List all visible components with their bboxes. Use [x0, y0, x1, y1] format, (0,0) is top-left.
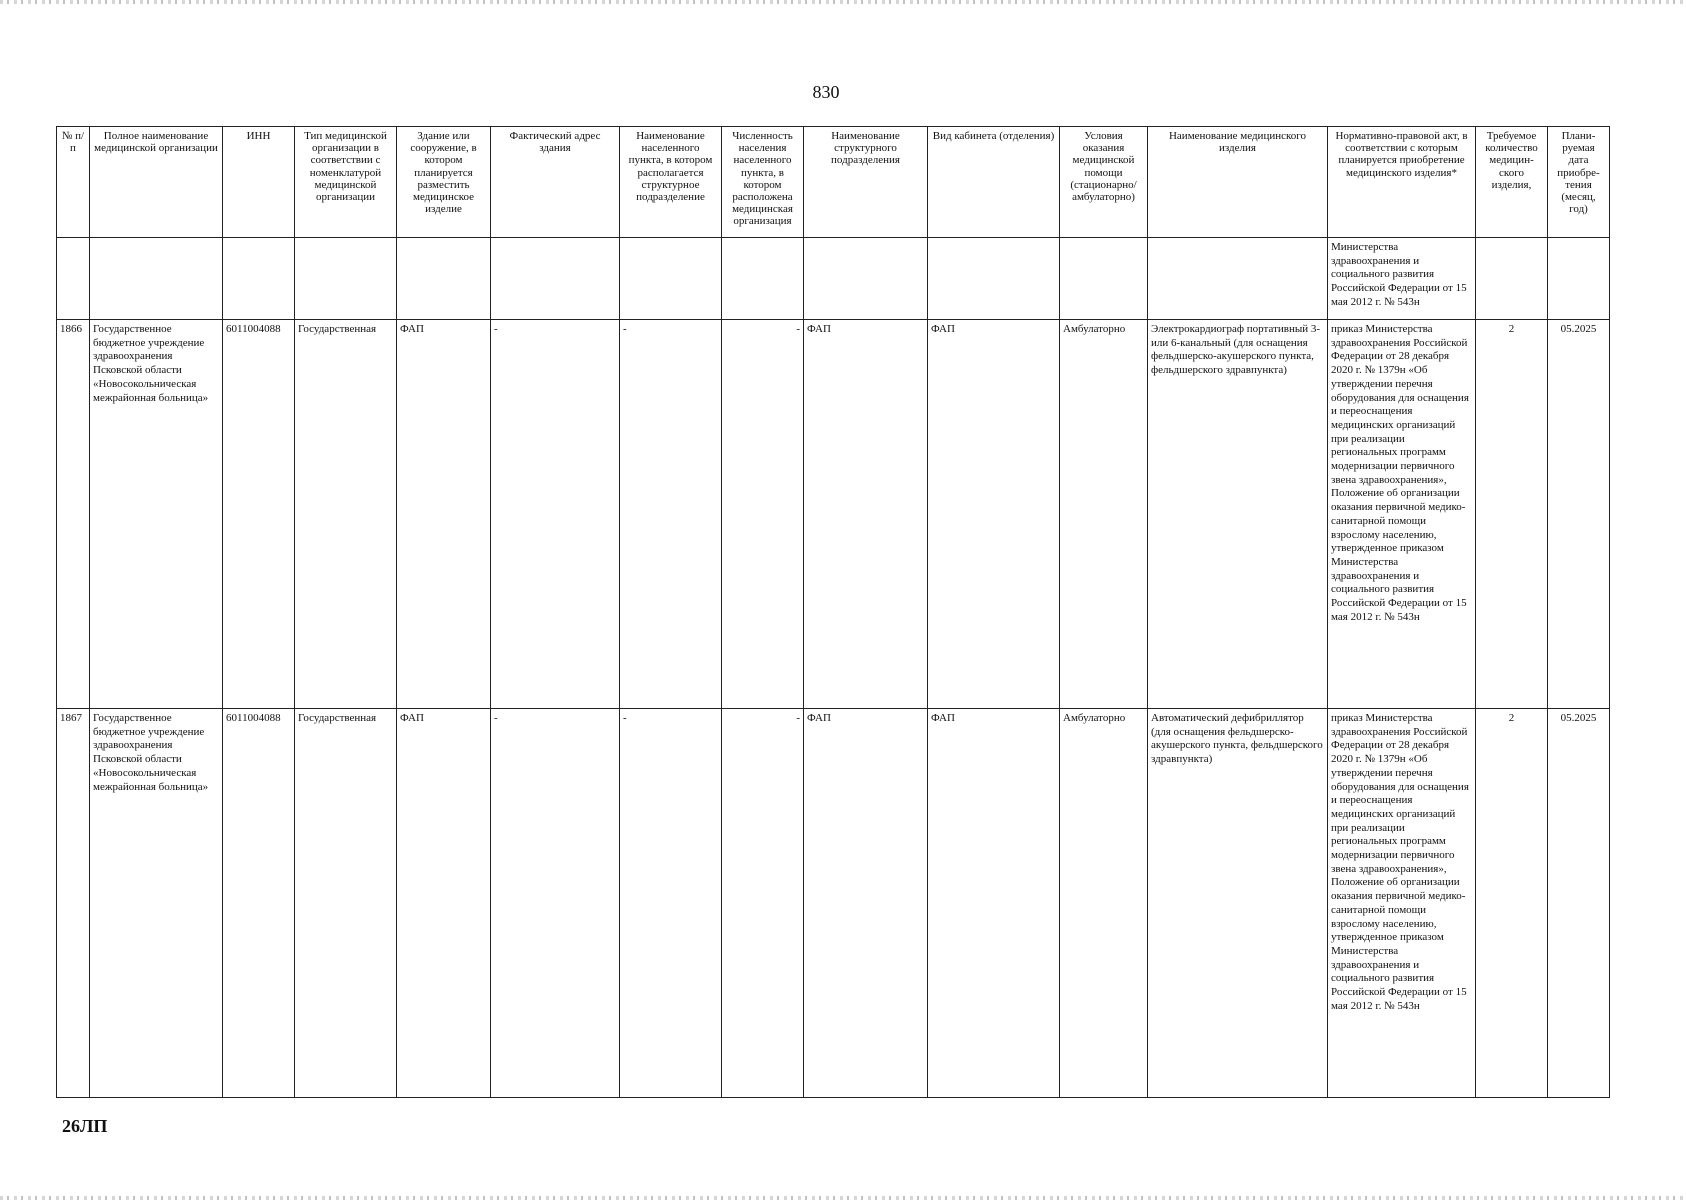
cell-address: - — [491, 709, 620, 1098]
table-header-row — [57, 127, 1610, 238]
cell-locality: - — [620, 709, 722, 1098]
header-conditions: Условия оказания медицинской помощи (стационарно/ амбулаторно) — [1060, 127, 1148, 238]
equipment-table — [56, 126, 1610, 1098]
header-date: Плани-руемая дата приобре-тения (месяц, год) — [1548, 127, 1610, 238]
page-number: 830 — [812, 82, 840, 102]
table-row-continuation — [57, 238, 1610, 320]
header-address: Фактический адрес здания — [491, 127, 620, 238]
cell-legal-act: приказ Министерства здравоохранения Российской Федерации от 28 декабря 2020 г. № 1379н «Об утверждении перечня оборудования для оснащения и переоснащения медицинских организаций при реализации региональных программ модернизации первичного звена здравоохранения», Положение об организации оказания первичной медико-санитарной помощи взрослому населению, утвержденное приказом Министерства здравоохранения и социального развития Российской Федерации от 15 мая 2012 г. № 543н — [1328, 320, 1476, 709]
cell-org: Государственное бюджетное учреждение здравоохранения Псковской области «Новосокольническая межрайонная больница» — [90, 709, 223, 1098]
cell-device: Автоматический дефибриллятор (для оснащения фельдшерско-акушерского пункта, фельдшерского здравпункта) — [1148, 709, 1328, 1098]
cell-type: Государственная — [295, 709, 397, 1098]
cell-type: Государственная — [295, 320, 397, 709]
cell-inn: 6011004088 — [223, 709, 295, 1098]
header-quantity: Требуемое количество медицин-ского изделия, — [1476, 127, 1548, 238]
cell-conditions: Амбулаторно — [1060, 709, 1148, 1098]
cell-cabinet: ФАП — [928, 320, 1060, 709]
header-num: № п/п — [57, 127, 90, 238]
cell-legal-act: приказ Министерства здравоохранения Российской Федерации от 28 декабря 2020 г. № 1379н «Об утверждении перечня оборудования для оснащения и переоснащения медицинских организаций при реализации региональных программ модернизации первичного звена здравоохранения», Положение об организации оказания первичной медико-санитарной помощи взрослому населению, утвержденное приказом Министерства здравоохранения и социального развития Российской Федерации от 15 мая 2012 г. № 543н — [1328, 709, 1476, 1098]
cell-quantity: 2 — [1476, 320, 1548, 709]
cell-building: ФАП — [397, 709, 491, 1098]
cell-num: 1867 — [57, 709, 90, 1098]
cell-quantity: 2 — [1476, 709, 1548, 1098]
cell-device: Электрокардиограф портативный 3- или 6-канальный (для оснащения фельдшерско-акушерского пункта, фельдшерского здравпункта) — [1148, 320, 1328, 709]
cell-population: - — [722, 709, 804, 1098]
cell-locality: - — [620, 320, 722, 709]
cell-inn: 6011004088 — [223, 320, 295, 709]
cell-unit: ФАП — [804, 320, 928, 709]
cell-date: 05.2025 — [1548, 320, 1610, 709]
footer-code: 26ЛП — [62, 1116, 108, 1136]
cell-org: Государственное бюджетное учреждение здравоохранения Псковской области «Новосокольническая межрайонная больница» — [90, 320, 223, 709]
scan-edge-top — [0, 0, 1686, 4]
scan-edge-bottom — [0, 1196, 1686, 1200]
cell-cabinet: ФАП — [928, 709, 1060, 1098]
table-row — [57, 709, 1610, 1098]
header-locality: Наименование населенного пункта, в котором располагается структурное подразделение — [620, 127, 722, 238]
header-unit: Наименование структурного подразделения — [804, 127, 928, 238]
cell-legal-act: Министерства здравоохранения и социального развития Российской Федерации от 15 мая 2012 г. № 543н — [1328, 238, 1476, 320]
cell-address: - — [491, 320, 620, 709]
cell-num: 1866 — [57, 320, 90, 709]
cell-population: - — [722, 320, 804, 709]
header-legal-act: Нормативно-правовой акт, в соответствии с которым планируется приобретение медицинского изделия* — [1328, 127, 1476, 238]
cell-unit: ФАП — [804, 709, 928, 1098]
header-device: Наименование медицинского изделия — [1148, 127, 1328, 238]
header-inn: ИНН — [223, 127, 295, 238]
header-type: Тип медицинской организации в соответствии с номенклатурой медицинской организации — [295, 127, 397, 238]
header-cabinet: Вид кабинета (отделения) — [928, 127, 1060, 238]
cell-date: 05.2025 — [1548, 709, 1610, 1098]
header-building: Здание или сооружение, в котором планируется разместить медицинское изделие — [397, 127, 491, 238]
header-population: Численность населения населенного пункта, в котором расположена медицинская организация — [722, 127, 804, 238]
cell-building: ФАП — [397, 320, 491, 709]
header-org: Полное наименование медицинской организации — [90, 127, 223, 238]
table-row — [57, 320, 1610, 709]
cell-conditions: Амбулаторно — [1060, 320, 1148, 709]
